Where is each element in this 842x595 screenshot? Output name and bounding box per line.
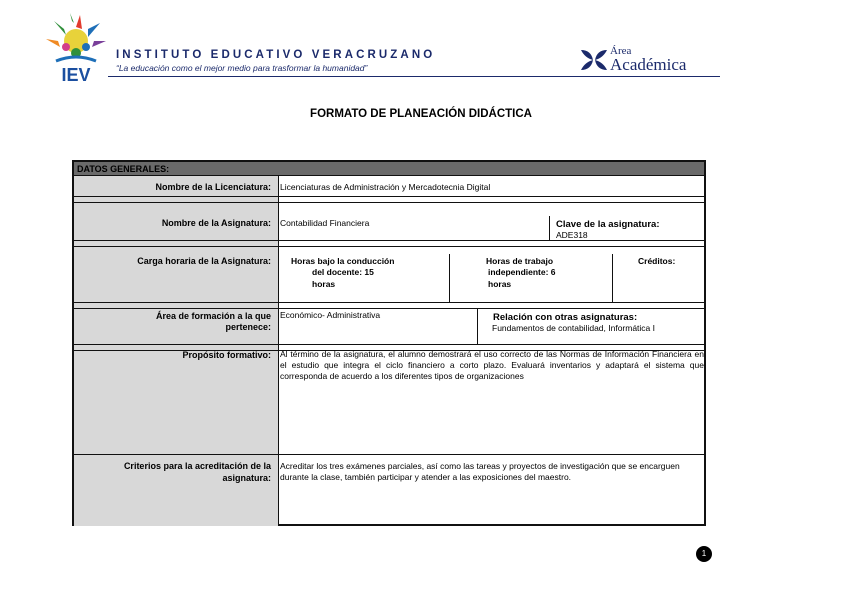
page-number: 1: [696, 546, 712, 562]
area-academica-logo-icon: [577, 46, 611, 74]
relacion-label: Relación con otras asignaturas:: [493, 312, 638, 323]
row-divider: [74, 302, 704, 303]
cell-divider: [449, 254, 450, 302]
horas-docente-line1: Horas bajo la conducción: [291, 256, 395, 266]
proposito-label: Propósito formativo:: [182, 350, 271, 360]
area-formacion-label-line1: Área de formación a la que: [155, 311, 271, 321]
relacion-value: Fundamentos de contabilidad, Informática I: [492, 323, 656, 333]
cell-divider: [477, 308, 478, 344]
criterios-label-line1: Criterios para la acreditación de la: [123, 461, 271, 471]
horas-independiente-line1: Horas de trabajo: [486, 256, 554, 266]
horas-independiente-line2: independiente: 6: [488, 267, 556, 277]
horas-independiente-line3: horas: [488, 279, 512, 289]
area-formacion-label-line2: pertenece:: [225, 322, 271, 332]
section-header-band: [74, 162, 704, 176]
row-divider: [74, 202, 704, 203]
row-divider: [74, 344, 704, 345]
datos-generales-table: [72, 160, 706, 526]
row-divider: [74, 240, 704, 241]
area-logo-line1: Área: [610, 45, 632, 57]
iev-logo-icon: [44, 13, 108, 85]
institution-name: INSTITUTO EDUCATIVO VERACRUZANO: [116, 49, 436, 61]
document-title: FORMATO DE PLANEACIÓN DIDÁCTICA: [310, 108, 532, 120]
area-logo-line2: Académica: [610, 55, 687, 74]
criterios-value: Acreditar los tres exámenes parciales, así como las tareas y proyectos de investigación que se encarguen durante la clase, también participar y atender a las exposiciones del maestro.: [280, 461, 680, 482]
creditos-label: Créditos:: [638, 256, 676, 266]
row-divider: [74, 196, 704, 197]
licenciatura-label: Nombre de la Licenciatura:: [155, 182, 271, 192]
carga-horaria-label: Carga horaria de la Asignatura:: [137, 256, 271, 266]
row-divider: [74, 454, 704, 455]
cell-divider: [612, 254, 613, 302]
licenciatura-value: Licenciaturas de Administración y Mercadotecnia Digital: [280, 182, 491, 192]
proposito-value: Al término de la asignatura, el alumno demostrará el uso correcto de las Normas de Información Financiera en el estudio que integra el ciclo financiero a corto plazo. Evaluará inventarios y adaptará el sistema que corresponda de acuerdo a los diferentes tipos de organizaciones: [280, 349, 704, 381]
clave-label: Clave de la asignatura:: [556, 219, 660, 230]
criterios-label-line2: asignatura:: [222, 473, 271, 483]
header-divider: [108, 76, 720, 77]
area-formacion-value: Económico- Administrativa: [280, 310, 381, 320]
row-divider: [74, 308, 704, 309]
iev-logo-text: IEV: [61, 65, 91, 85]
clave-value: ADE318: [556, 230, 588, 240]
section-header: DATOS GENERALES:: [77, 164, 170, 174]
horas-docente-line3: horas: [312, 279, 336, 289]
cell-divider: [549, 216, 550, 240]
horas-docente-line2: del docente: 15: [312, 267, 374, 277]
institution-motto: “La educación como el mejor medio para trasformar la humanidad”: [116, 63, 368, 73]
row-divider: [74, 246, 704, 247]
asignatura-label: Nombre de la Asignatura:: [161, 218, 271, 228]
asignatura-value: Contabilidad Financiera: [280, 218, 370, 228]
